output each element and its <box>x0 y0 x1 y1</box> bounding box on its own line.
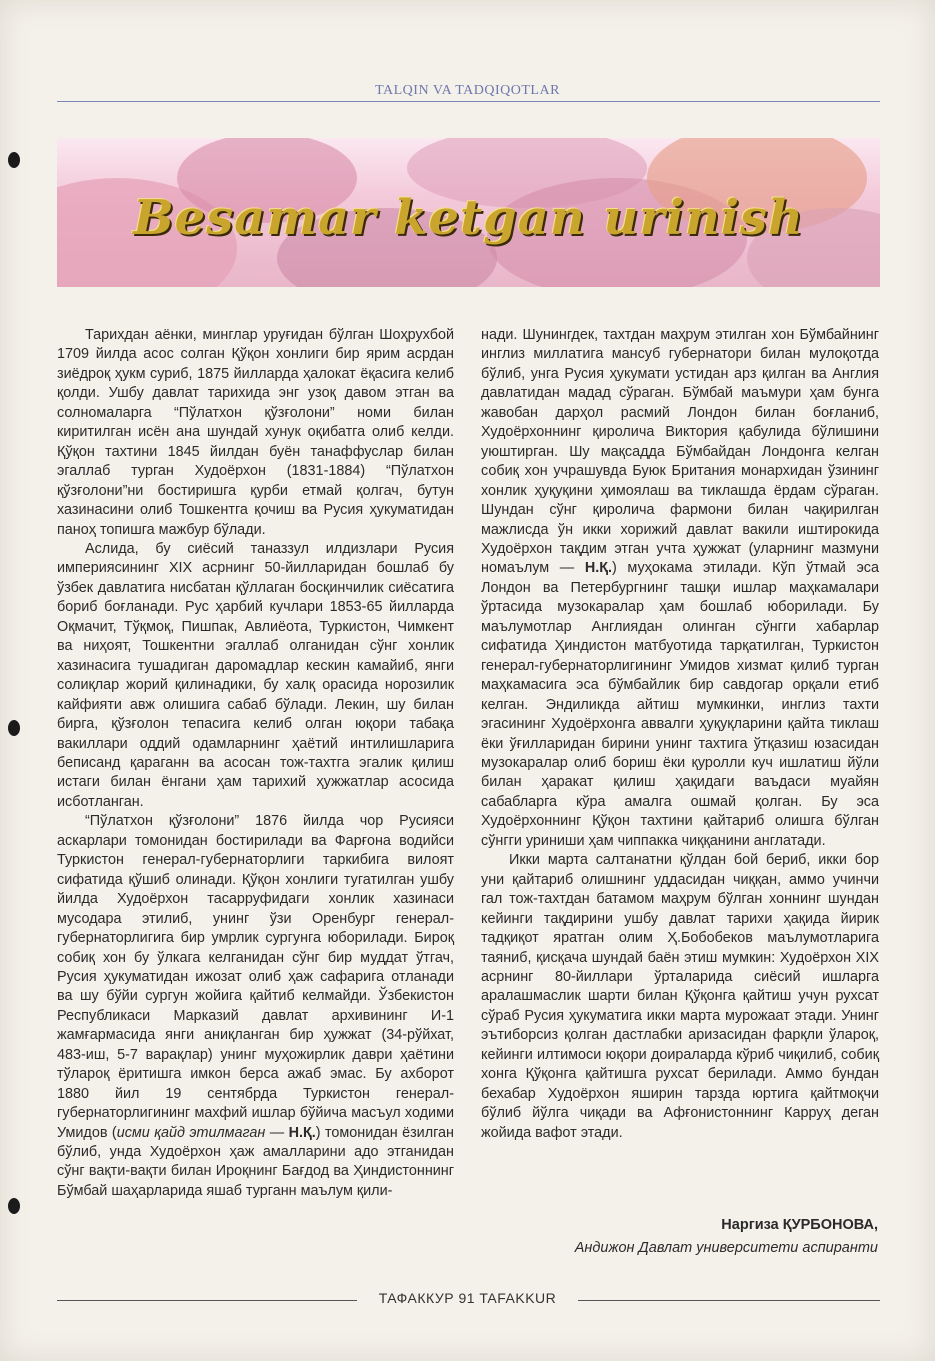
italic-note: исми қайд этилмаган — <box>116 1124 289 1141</box>
text-run: ) муҳокама этилади. Кўп ўтмай эса Лондон ва Петербургнинг ташқи ишлар маҳкамалари ўртасида музокаралар ҳам бошлаб юборилади. Бу маълумотлар Англиядан олинган сўнгги хабарлар сифатида Ҳиндистон матбуотида тарқатилган, Туркистон генерал-губернаторлигининг Умидов хизмат қилиб турган маҳкамасига эса бўмбайлик бир савдогар орқали етиб келган. Эндиликда айтиш мумкинки, инглиз тахти эгасининг Худоёрхонга аввалги ҳуқуқларини қайта тиклаш ёки ўғилларидан бирини унинг тахтига ўтқазиш юзасидан музокаралар олиб бориш ёки қуролли куч ишлатиш йўли билан ҳаракат қилиш ҳақидаги ваъдаси муайян сабабларга кўра амалга ошмай қолган. Бу эса Худоёрхоннинг Қўқон тахтини қайтариб олишга бўлган сўнгги уриниши ҳам чиппакка чиққанини англатади. <box>481 560 879 849</box>
paragraph: Аслида, бу сиёсий таназзул илдизлари Русия империясининг XIX асрнинг 50-йилларидан бошлаб бу ўзбек давлатига нисбатан қўллаган босқинчилик сиёсатига бориб боғланади. Рус ҳарбий кучлари 1853-65 йилларда Оқмачит, Тўқмоқ, Пишпак, Авлиёота, Туркистон, Чимкент ва ниҳоят, Тошкентни эгаллаб олганидан сўнг хонлик хазинасига тушадиган даромадлар кескин камайиб, янги солиқлар жорий қилинадики, бу халқ орасида норозилик кайфияти авж олишига сабаб бўлади. Лекин, шу билан бирга, қўзғолон тепасига келиб олган юқори табақа вакиллари оддий одамларнинг ҳаётий интилишларига беписанд қараганн ва асосан тож-тахтга эгалик қилиш истаги билан ёнгани ҳам тарихий ҳужжатлар асосида исботланган. <box>57 540 454 810</box>
page-footer: ТАФАККУР 91 TAFAKKUR <box>378 1290 557 1306</box>
punch-hole <box>8 720 20 736</box>
punch-hole <box>8 1198 20 1214</box>
article-column-right <box>481 326 879 1143</box>
text-run: ) томонидан ёзилган бўлиб, унда Худоёрхон ҳаж амалларини адо этганидан сўнг вақти-вақти билан Ироқнинг Бағдод ва Ҳиндистоннинг Бўмбай шаҳарларида яшаб турганн маълум қили- <box>57 1124 454 1199</box>
paragraph: Тарихдан аёнки, минглар уруғидан бўлган Шоҳрухбой 1709 йилда асос солган Қўқон хонлиги бир ярим асрдан зиёдроқ ҳукм суриб, 1875 йилларда ҳалокат ёқасига келиб қолди. Ушбу давлат тарихида энг узоқ давом этган ва солномаларга “Пўлатхон қўзғолони” номи билан киритилган исён ана шундай хунук оқибатга олиб келди. Қўқон тахтини 1845 йилдан буён танаффуслар билан эгаллаб турган Худоёрхон (1831-1884) “Пўлатхон қўзғолони”ни бостиришга қурби етмай қолгач, бутун хазинасини олиб Тошкентга қочиш ва Русия ҳукуматидан паноҳ топишга мажбур бўлади. <box>57 327 454 538</box>
header-rule <box>57 101 880 102</box>
initials: Н.Қ. <box>584 560 612 577</box>
paragraph: Икки марта салтанатни қўлдан бой бериб, икки бор уни қайтариб олишнинг уддасидан чиққан, аммо учинчи гал тож-тахтдан батамом маҳрум бўлган хоннинг шундан кейинги тақдирини ушбу давлат тарихи ҳақида йирик тадқиқот яратган олим Ҳ.Бобобеков маълумотларига таяниб, қисқача шундай баён этиш мумкин: Худоёрхон XIX асрнинг 80-йиллари ўрталарида сиёсий ишларга аралашмаслик шарти билан Қўқонга қайтиш учун рухсат сўраб Русия ҳукуматига икки марта мурожаат этади. Унинг эътиборсиз қолган дастлабки аризасидан фарқли ўлароқ, кейинги илтимоси юқори доираларда кўриб чиқилиб, собиқ хонга Қўқонга қайтишга рухсат берилади. Аммо бундан бехабар Худоёрхон яширин тарзда юртига қайтмоқчи бўлиб йўлга чиқади ва Афғонистоннинг Карруҳ деган жойида вафот этади. <box>481 852 879 1141</box>
author-name: Наргиза ҚУРБОНОВА, <box>721 1217 878 1233</box>
text-run: “Пўлатхон қўзғолони” 1876 йилда чор Русияси аскарлари томонидан бостирилади ва Фарғона водийси Туркистон генерал-губернаторлиги таркибига вилоят сифатида қўшиб олинади. Қўқон хонлиги тугатилган ушбу йилда Худоёрхон тасарруфидаги хонлик хазинаси мусодара этилиб, унинг ўзи Оренбург генерал-губернаторлигига бир умрлик сургунга юборилади. Бироқ собиқ хон бу ўлкага келганидан сўнг бир муддат ўтгач, Русия ҳукуматидан ижозат олиб ҳаж сафарига отланади ва шу бўйи сургун жойига қайтиб келмайди. Ўзбекистон Республикаси Марказий давлат архивининг И-1 жамғармасида янги аниқланган бир ҳужжат (34-рўйхат, 483-иш, 5-7 варақлар) унинг муҳожирлик даври ҳаётини тўларoқ ёритишга имкон берса ажаб эмас. Бу ахборот 1880 йил 19 сентябрда Туркистон генерал-губернаторлигининг махфий ишлар бўйича масъул ходими Умидов ( <box>57 813 454 1141</box>
article-column-left <box>57 326 454 1201</box>
punch-hole <box>8 152 20 168</box>
text-run: нади. Шунингдек, тахтдан маҳрум этилган хон Бўмбайнинг инглиз миллатига мансуб губернатори билан мулоқотда бўлиб, унга Русия ҳукумати устидан арз қилган ва Англия давлатидан мадад сўраган. Бўмбай маъмури ҳам бунга жавобан дарҳол расмий Лондон билан боғланиб, Худоёрхоннинг қиролича Виктория қабулида бўлишини уюштирган. Шу мақсадда Бўмбайдан Лондонга келган собиқ хон учрашувда Буюк Британия монархидан ўзининг хонлик ҳуқуқини ҳимоялаш ва тиклашда ёрдам сўраган. Шундан сўнг қиролича фармони билан чақирилган мажлисда ўн икки хорижий давлат вакили иштирокида Худоёрхон тақдим этган учта ҳужжат (уларнинг мазмуни номаълум — <box>481 327 879 577</box>
article-title: Besamar ketgan urinish <box>133 190 804 246</box>
paragraph <box>481 326 879 851</box>
title-banner <box>57 138 880 287</box>
section-header: TALQIN VA TADQIQOTLAR <box>375 83 560 98</box>
author-signature <box>575 1217 878 1256</box>
paragraph <box>57 812 454 1201</box>
initials: Н.Қ. <box>288 1124 316 1141</box>
author-affiliation: Андижон Давлат университети аспиранти <box>574 1240 878 1256</box>
